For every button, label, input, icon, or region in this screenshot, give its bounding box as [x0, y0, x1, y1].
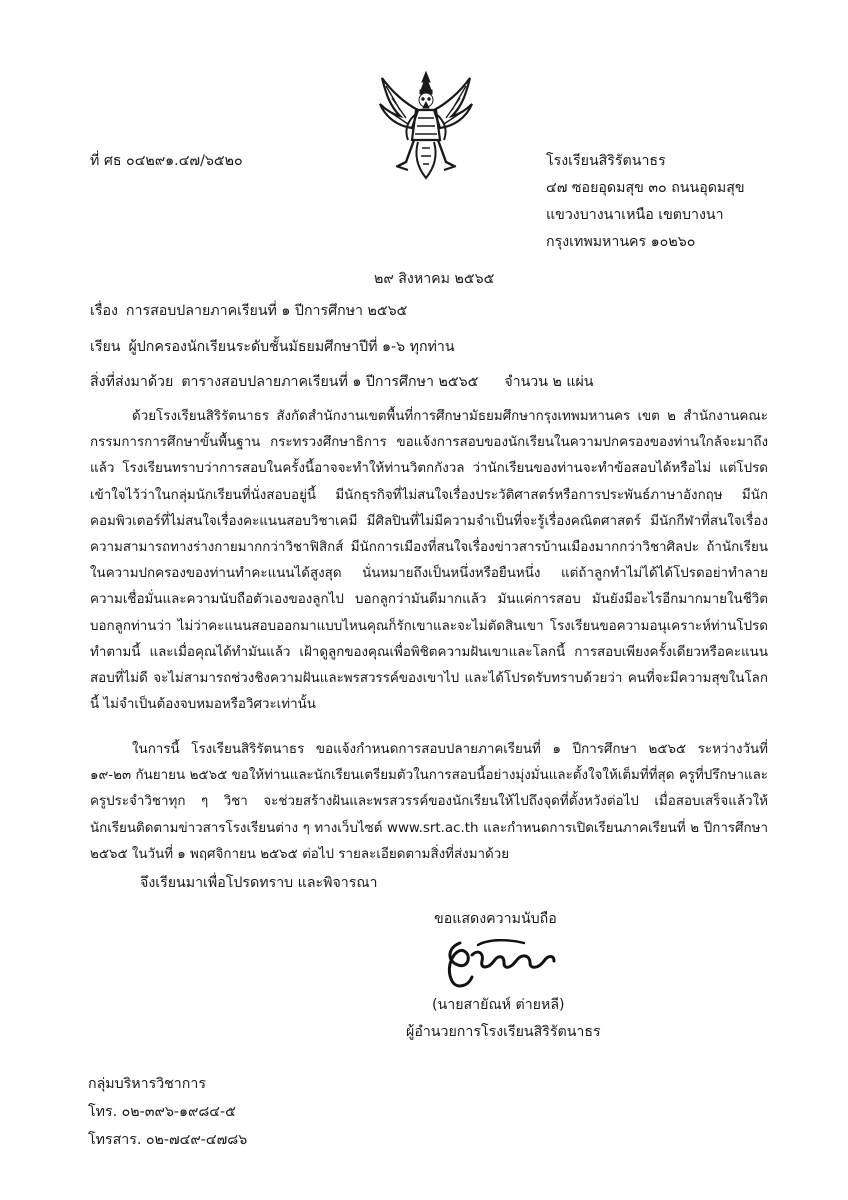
attachment-text: ตารางสอบปลายภาคเรียนที่ ๑ ปีการศึกษา ๒๕๖๕ — [181, 374, 479, 390]
subject-line — [90, 300, 407, 322]
closing-salutation: ขอแสดงความนับถือ — [434, 911, 557, 927]
signatory-name: (นายสายัณห์ ต่ายหลี) — [432, 997, 565, 1013]
reference-number: ที่ ศธ ๐๔๒๙๑.๔๗/๖๕๒๐ — [90, 153, 243, 169]
recipient-line — [90, 336, 455, 358]
footer-fax: โทรสาร. ๐๒-๗๔๙-๔๗๘๖ — [88, 1132, 248, 1148]
school-address-line-2: แขวงบางนาเหนือ เขตบางนา — [546, 207, 724, 223]
subject-text: การสอบปลายภาคเรียนที่ ๑ ปีการศึกษา ๒๕๖๕ — [125, 303, 408, 319]
attachment-count: จำนวน ๒ แผ่น — [504, 374, 594, 390]
footer-department: กลุ่มบริหารวิชาการ — [88, 1076, 206, 1092]
letter-date: ๒๙ สิงหาคม ๒๕๖๕ — [374, 271, 495, 287]
signature-image — [438, 925, 578, 995]
school-address-line-1: ๔๗ ซอยอุดมสุข ๓๐ ถนนอุดมสุข — [546, 180, 745, 196]
closing-request: จึงเรียนมาเพื่อโปรดทราบ และพิจารณา — [140, 875, 378, 891]
body-paragraph-2: ในการนี้ โรงเรียนสิริรัตนาธร ขอแจ้งกำหนดการสอบปลายภาคเรียนที่ ๑ ปีการศึกษา ๒๕๖๕ ระหว่างวันที่ ๑๙-๒๓ กันยายน ๒๕๖๕ ขอให้ท่านและนักเรียนเตรียมตัวในการสอบนี้อย่างมุ่งมั่นและตั้งใจให้เต็มที่ที่สุด ครูที่ปรึกษาและครูประจำวิชาทุก ๆ วิชา จะช่วยสร้างฝันและพรสวรรค์ของนักเรียนให้ไปถึงจุดที่ตั้งหวังต่อไป เมื่อสอบเสร็จแล้วให้นักเรียนติดตามข่าวสารโรงเรียนต่าง ๆ ทางเว็บไซต์ www.srt.ac.th และกำหนดการเปิดเรียนภาคเรียนที่ ๒ ปีการศึกษา ๒๕๖๕ ในวันที่ ๑ พฤศจิกายน ๒๕๖๕ ต่อไป รายละเอียดตามสิ่งที่ส่งมาด้วย — [90, 742, 768, 862]
attachment-line — [90, 371, 593, 393]
school-name: โรงเรียนสิริรัตนาธร — [546, 153, 666, 169]
recipient-label: เรียน — [90, 339, 121, 355]
body-paragraph-1: ด้วยโรงเรียนสิริรัตนาธร สังกัดสำนักงานเขตพื้นที่การศึกษามัธยมศึกษากรุงเทพมหานคร เขต ๒ สำนักงานคณะกรรมการการศึกษาขั้นพื้นฐาน กระทรวงศึกษาธิการ ขอแจ้งการสอบของนักเรียนในความปกครองของท่านใกล้จะมาถึงแล้ว โรงเรียนทราบว่าการสอบในครั้งนี้อาจจะทำให้ท่านวิตกกังวล ว่านักเรียนของท่านจะทำข้อสอบได้หรือไม่ แต่โปรดเข้าใจไว้ว่าในกลุ่มนักเรียนที่นั่งสอบอยู่นี้ มีนักธุรกิจที่ไม่สนใจเรื่องประวัติศาสตร์หรือการประพันธ์ภาษาอังกฤษ มีนักคอมพิวเตอร์ที่ไม่สนใจเรื่องคะแนนสอบวิชาเคมี มีศิลปินที่ไม่มีความจำเป็นที่จะรู้เรื่องคณิตศาสตร์ มีนักกีฬาที่สนใจเรื่องความสามารถทางร่างกายมากกว่าวิชาฟิสิกส์ มีนักการเมืองที่สนใจเรื่องข่าวสารบ้านเมืองมากกว่าวิชาศิลปะ ถ้านักเรียนในความปกครองของท่านทำคะแนนได้สูงสุด นั่นหมายถึงเป็นหนึ่งหรือยืนหนึ่ง แต่ถ้าลูกทำไม่ได้ได้โปรดอย่าทำลายความเชื่อมั่นและความนับถือตัวเองของลูกไป บอกลูกว่ามันดีมากแล้ว มันแค่การสอบ มันยังมีอะไรอีกมากมายในชีวิต บอกลูกท่านว่า ไม่ว่าคะแนนสอบออกมาแบบไหนคุณก็รักเขาและจะไม่ตัดสินเขา โรงเรียนขอความอนุเคราะห์ท่านโปรดทำตามนี้ และเมื่อคุณได้ทำมันแล้ว เฝ้าดูลูกของคุณเพื่อพิชิตความฝันเขาและโลกนี้ การสอบเพียงครั้งเดียวหรือคะแนนสอบที่ไม่ดี จะไม่สามารถช่วงชิงความฝันและพรสวรรค์ของเขาไป และได้โปรดรับทราบด้วยว่า คนที่จะมีความสุขในโลกนี้ ไม่จำเป็นต้องจบหมอหรือวิศวะเท่านั้น — [90, 409, 768, 713]
school-address-line-3: กรุงเทพมหานคร ๑๐๒๖๐ — [546, 234, 696, 250]
recipient-text: ผู้ปกครองนักเรียนระดับชั้นมัธยมศึกษาปีที่ ๑-๖ ทุกท่าน — [128, 339, 455, 355]
garuda-emblem — [378, 70, 474, 182]
attachment-label: สิ่งที่ส่งมาด้วย — [90, 374, 174, 390]
footer-phone: โทร. ๐๒-๓๙๖-๑๙๘๔-๕ — [88, 1104, 236, 1120]
subject-label: เรื่อง — [90, 303, 118, 319]
signatory-title: ผู้อำนวยการโรงเรียนสิริรัตนาธร — [406, 1024, 601, 1040]
